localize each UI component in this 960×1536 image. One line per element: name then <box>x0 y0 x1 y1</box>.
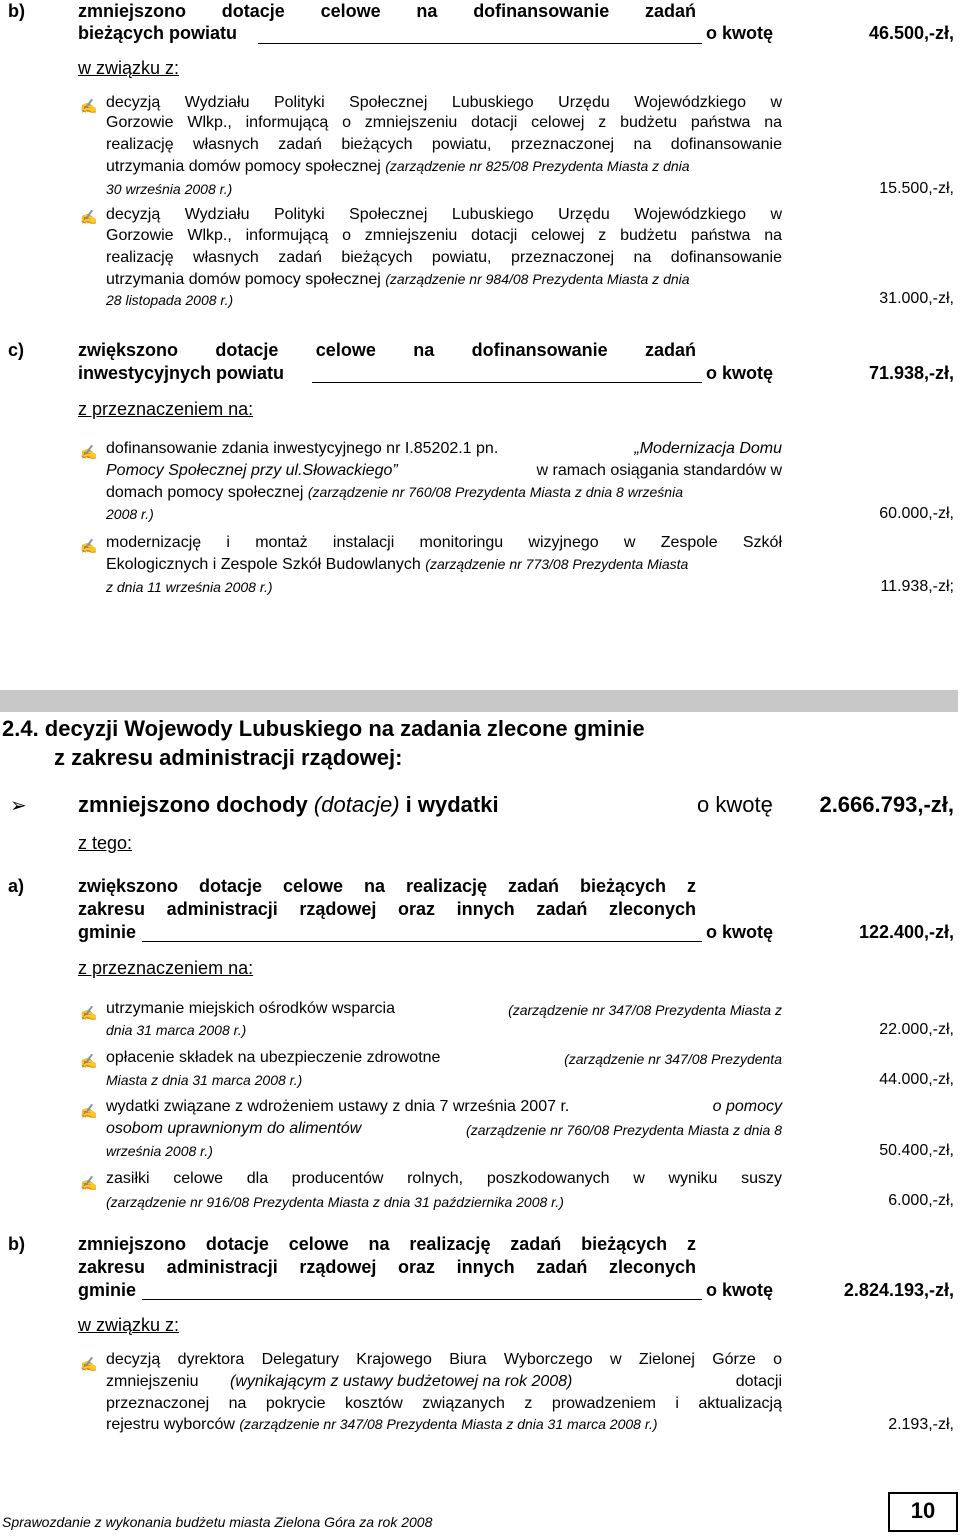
item-line: dnia 31 marca 2008 r.) <box>106 1022 247 1038</box>
fill-line <box>142 941 702 942</box>
item-line: 30 września 2008 r.) <box>106 181 233 197</box>
item-line: Gorzowie Wlkp., informującą o zmniejszeniu dotacji celowej z budżetu państwa na <box>106 114 782 131</box>
o-kwote-label: o kwotę <box>706 23 774 43</box>
item-line: Miasta z dnia 31 marca 2008 r.) <box>106 1072 303 1088</box>
item-amount: 50.400,-zł, <box>879 1142 954 1159</box>
pointing-hand-icon: ✍ <box>80 1356 98 1372</box>
item-line: Ekologicznych i Zespole Szkół Budowlanych (zarządzenie nr 773/08 Prezydenta Miasta <box>106 556 689 573</box>
pointing-hand-icon: ✍ <box>80 1103 98 1119</box>
z-tego-label: z tego: <box>78 833 133 853</box>
section-c-letter: c) <box>8 340 25 360</box>
item-amount: 15.500,-zł, <box>879 180 954 197</box>
fill-line <box>142 1299 702 1300</box>
item-line: decyzją dyrektora Delegatury Krajowego Biura Wyborczego w Zielonej Górze o <box>106 1351 782 1368</box>
item-line: realizację własnych zadań bieżących powiatu, przeznaczonej na dofinansowanie <box>106 249 782 266</box>
item-amount: 31.000,-zł, <box>879 290 954 307</box>
item-line: zmniejszeniu (wynikającym z ustawy budżetowej na rok 2008) dotacji <box>106 1373 782 1390</box>
section-c-heading-line1: zwiększono dotacje celowe na dofinansowanie zadań <box>78 340 696 360</box>
item-line: modernizację i montaż instalacji monitoringu wizyjnego w Zespole Szkół <box>106 534 782 551</box>
pointing-hand-icon: ✍ <box>80 1005 98 1021</box>
item-amount: 11.938,-zł; <box>880 578 954 595</box>
pointing-hand-icon: ✍ <box>80 538 98 554</box>
section-b2-heading-line3: gminie <box>78 1280 137 1300</box>
item-amount: 60.000,-zł, <box>879 505 954 522</box>
section-divider-band <box>0 690 958 712</box>
o-kwote-label: o kwotę <box>706 922 774 942</box>
item-line: Pomocy Społecznej przy ul.Słowackiego” w ramach osiągania standardów w <box>106 462 782 479</box>
item-line: dofinansowanie zdania inwestycyjnego nr I.85202.1 pn. „Modernizacja Domu <box>106 440 782 457</box>
section-a-sub: z przeznaczeniem na: <box>78 958 254 978</box>
section-b1-heading-line2: bieżących powiatu <box>78 23 238 43</box>
section-c-amount: 71.938,-zł, <box>868 363 954 383</box>
o-kwote-label: o kwotę <box>706 363 774 383</box>
item-line: decyzją Wydziału Polityki Społecznej Lubuskiego Urzędu Wojewódzkiego w <box>106 94 782 111</box>
pointing-hand-icon: ✍ <box>80 209 98 225</box>
section-24-heading-line2: z zakresu administracji rządowej: <box>54 745 403 770</box>
section-a-amount: 122.400,-zł, <box>858 922 954 942</box>
item-amount: 44.000,-zł, <box>879 1071 954 1088</box>
item-line: września 2008 r.) <box>106 1143 213 1159</box>
footer-text: Sprawozdanie z wykonania budżetu miasta Zielona Góra za rok 2008 <box>2 1514 433 1530</box>
section-b2-heading-line2: zakresu administracji rządowej oraz innych zadań zleconych <box>78 1257 696 1277</box>
section-b1-letter: b) <box>8 1 25 21</box>
item-line: realizację własnych zadań bieżących powiatu, przeznaczonej na dofinansowanie <box>106 136 782 153</box>
pointing-hand-icon: ✍ <box>80 98 98 114</box>
item-line: osobom uprawnionym do alimentów (zarządzenie nr 760/08 Prezydenta Miasta z dnia 8 <box>106 1120 782 1138</box>
section-b1-heading-line1: zmniejszono dotacje celowe na dofinansowanie zadań <box>78 1 696 21</box>
item-line: rejestru wyborców (zarządzenie nr 347/08 Prezydenta Miasta z dnia 31 marca 2008 r.) <box>106 1416 658 1433</box>
fill-line <box>258 43 702 44</box>
page-number: 10 <box>910 1498 936 1523</box>
item-line: 2008 r.) <box>106 506 154 522</box>
item-line: domach pomocy społecznej (zarządzenie nr 760/08 Prezydenta Miasta z dnia 8 września <box>106 484 683 501</box>
item-amount: 2.193,-zł, <box>888 1416 954 1433</box>
section-c-heading-line2: inwestycyjnych powiatu <box>78 363 285 383</box>
section-a-heading-line2: zakresu administracji rządowej oraz innych zadań zleconych <box>78 899 696 919</box>
arrow-bullet-icon: ➢ <box>10 795 27 817</box>
section-b1-sub: w związku z: <box>78 58 180 78</box>
item-line: utrzymanie miejskich ośrodków wsparcia (zarządzenie nr 347/08 Prezydenta Miasta z <box>106 1000 782 1018</box>
section-24-heading-line1: 2.4. decyzji Wojewody Lubuskiego na zadania zlecone gminie <box>2 716 645 741</box>
section-c-sub: z przeznaczeniem na: <box>78 399 254 419</box>
section-b2-sub: w związku z: <box>78 1315 180 1335</box>
item-line: (zarządzenie nr 916/08 Prezydenta Miasta z dnia 31 października 2008 r.) <box>106 1194 564 1210</box>
fill-line <box>312 382 702 383</box>
summary-line: zmniejszono dochody (dotacje) i wydatki <box>78 792 499 817</box>
summary-amount: 2.666.793,-zł, <box>819 792 954 817</box>
item-line: przeznaczonej na pokrycie kosztów związanych z prowadzeniem i aktualizacją <box>106 1395 782 1412</box>
section-b2-heading-line1: zmniejszono dotacje celowe na realizację zadań bieżących z <box>78 1234 696 1254</box>
item-line: z dnia 11 września 2008 r.) <box>106 579 273 595</box>
section-a-heading-line3: gminie <box>78 922 137 942</box>
item-amount: 6.000,-zł, <box>888 1192 954 1209</box>
section-a-letter: a) <box>8 876 25 896</box>
item-line: opłacenie składek na ubezpieczenie zdrowotne (zarządzenie nr 347/08 Prezydenta <box>106 1049 782 1067</box>
o-kwote-label: o kwotę <box>706 1280 774 1300</box>
item-amount: 22.000,-zł, <box>879 1021 954 1038</box>
pointing-hand-icon: ✍ <box>80 444 98 460</box>
item-line: utrzymania domów pomocy społecznej (zarządzenie nr 825/08 Prezydenta Miasta z dnia <box>106 158 690 175</box>
item-line: 28 listopada 2008 r.) <box>106 292 234 308</box>
summary-o-kwote: o kwotę <box>697 792 773 817</box>
pointing-hand-icon: ✍ <box>80 1175 98 1191</box>
section-b1-amount: 46.500,-zł, <box>868 23 954 43</box>
item-line: zasiłki celowe dla producentów rolnych, poszkodowanych w wyniku suszy <box>106 1170 782 1187</box>
pointing-hand-icon: ✍ <box>80 1053 98 1069</box>
item-line: decyzją Wydziału Polityki Społecznej Lubuskiego Urzędu Wojewódzkiego w <box>106 206 782 223</box>
section-b2-amount: 2.824.193,-zł, <box>843 1280 954 1300</box>
item-line: wydatki związane z wdrożeniem ustawy z dnia 7 września 2007 r. o pomocy <box>106 1098 782 1115</box>
section-a-heading-line1: zwiększono dotacje celowe na realizację zadań bieżących z <box>78 876 696 896</box>
section-b2-letter: b) <box>8 1234 25 1254</box>
item-line: utrzymania domów pomocy społecznej (zarządzenie nr 984/08 Prezydenta Miasta z dnia <box>106 271 690 288</box>
item-line: Gorzowie Wlkp., informującą o zmniejszeniu dotacji celowej z budżetu państwa na <box>106 227 782 244</box>
